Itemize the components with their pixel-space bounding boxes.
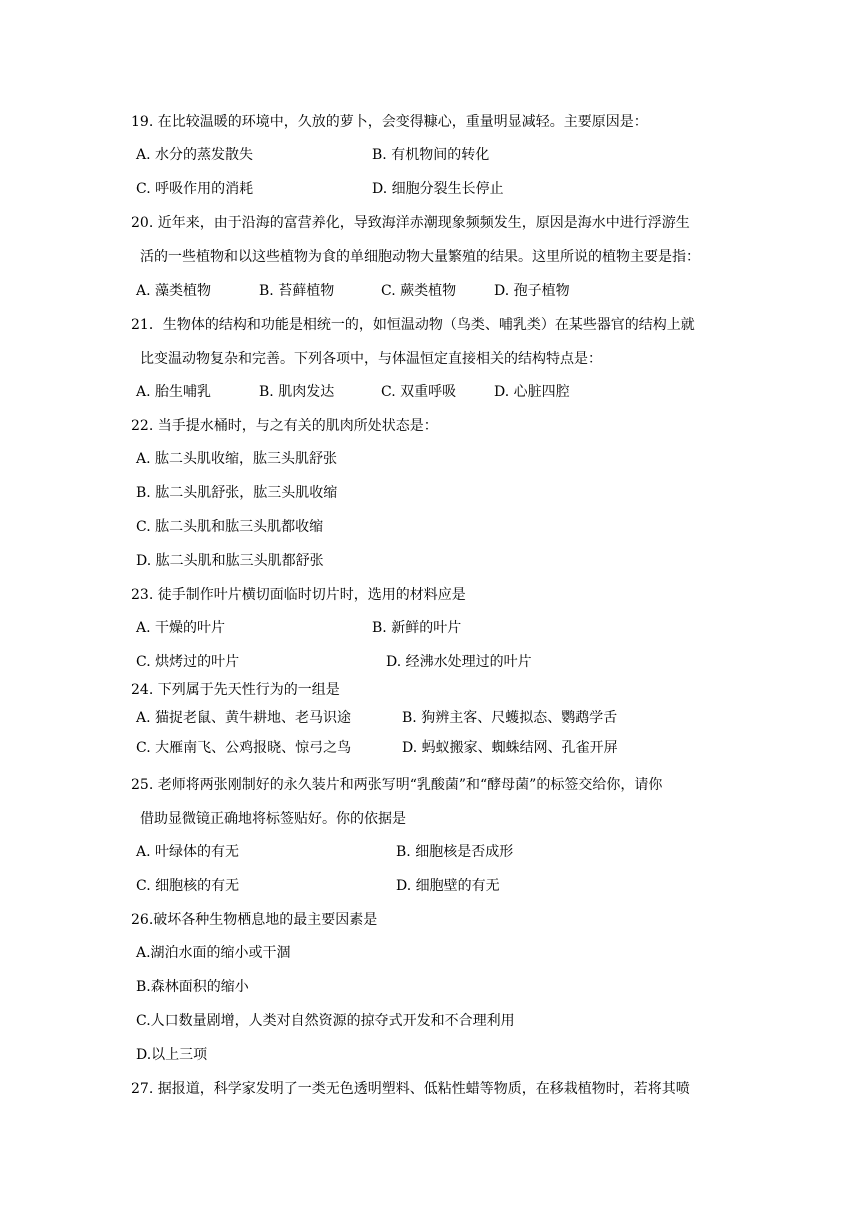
q26-option-c: C.人口数量剧增，人类对自然资源的掠夺式开发和不合理利用 <box>136 1013 515 1029</box>
question-26-stem: 26.破坏各种生物栖息地的最主要因素是 <box>131 912 378 928</box>
question-23-stem: 23. 徒手制作叶片横切面临时切片时，选用的材料应是 <box>131 587 466 603</box>
q20-option-b: B. 苔藓植物 <box>259 283 335 299</box>
q22-option-a: A. 肱二头肌收缩，肱三头肌舒张 <box>136 451 338 467</box>
q24-option-a: A. 猫捉老鼠、黄牛耕地、老马识途 <box>136 710 352 726</box>
q19-option-b: B. 有机物间的转化 <box>372 147 490 163</box>
q22-option-d: D. 肱二头肌和肱三头肌都舒张 <box>136 553 324 569</box>
question-24-stem: 24. 下列属于先天性行为的一组是 <box>131 682 340 698</box>
q24-option-d: D. 蚂蚁搬家、蜘蛛结网、孔雀开屏 <box>402 740 618 756</box>
q21-option-d: D. 心脏四腔 <box>494 384 570 400</box>
q25-option-d: D. 细胞壁的有无 <box>396 878 500 894</box>
q21-option-a: A. 胎生哺乳 <box>136 384 212 400</box>
question-20-stem: 20. 近年来，由于沿海的富营养化，导致海洋赤潮现象频频发生，原因是海水中进行浮游生 <box>131 215 690 231</box>
q23-option-a: A. 干燥的叶片 <box>136 620 226 636</box>
q25-option-c: C. 细胞核的有无 <box>136 878 240 894</box>
question-25-stem-cont: 借助显微镜正确地将标签贴好。你的依据是 <box>140 811 406 827</box>
question-27-stem: 27. 据报道，科学家发明了一类无色透明塑料、低粘性蜡等物质，在移栽植物时，若将其喷 <box>131 1081 690 1097</box>
q19-option-d: D. 细胞分裂生长停止 <box>372 181 504 197</box>
question-19-stem: 19. 在比较温暖的环境中，久放的萝卜，会变得糠心，重量明显减轻。主要原因是： <box>131 114 648 130</box>
q19-option-c: C. 呼吸作用的消耗 <box>136 181 254 197</box>
q26-option-b: B.森林面积的缩小 <box>136 979 249 995</box>
q20-option-d: D. 孢子植物 <box>494 283 570 299</box>
q22-option-b: B. 肱二头肌舒张，肱三头肌收缩 <box>136 485 338 501</box>
q25-option-a: A. 叶绿体的有无 <box>136 844 240 860</box>
question-21-stem: 21．生物体的结构和功能是相统一的，如恒温动物（鸟类、哺乳类）在某些器官的结构上就 <box>131 317 695 333</box>
q26-option-d: D.以上三项 <box>136 1047 208 1063</box>
q23-option-b: B. 新鲜的叶片 <box>372 620 462 636</box>
q22-option-c: C. 肱二头肌和肱三头肌都收缩 <box>136 519 324 535</box>
q19-option-a: A. 水分的蒸发散失 <box>136 147 254 163</box>
q25-option-b: B. 细胞核是否成形 <box>396 844 514 860</box>
q24-option-c: C. 大雁南飞、公鸡报晓、惊弓之鸟 <box>136 740 352 756</box>
q21-option-b: B. 肌肉发达 <box>259 384 335 400</box>
question-25-stem: 25. 老师将两张刚制好的永久装片和两张写明“乳酸菌”和“酵母菌”的标签交给你，请你 <box>131 777 663 793</box>
q23-option-d: D. 经沸水处理过的叶片 <box>386 654 532 670</box>
question-21-stem-cont: 比变温动物复杂和完善。下列各项中，与体温恒定直接相关的结构特点是： <box>140 351 602 367</box>
q21-option-c: C. 双重呼吸 <box>381 384 457 400</box>
q26-option-a: A.湖泊水面的缩小或干涸 <box>136 945 291 961</box>
question-22-stem: 22. 当手提水桶时，与之有关的肌肉所处状态是： <box>131 418 438 434</box>
question-20-stem-cont: 活的一些植物和以这些植物为食的单细胞动物大量繁殖的结果。这里所说的植物主要是指： <box>140 249 700 265</box>
q24-option-b: B. 狗辨主客、尺蠖拟态、鹦鹉学舌 <box>402 710 618 726</box>
q20-option-c: C. 蕨类植物 <box>381 283 457 299</box>
q23-option-c: C. 烘烤过的叶片 <box>136 654 240 670</box>
q20-option-a: A. 藻类植物 <box>136 283 212 299</box>
